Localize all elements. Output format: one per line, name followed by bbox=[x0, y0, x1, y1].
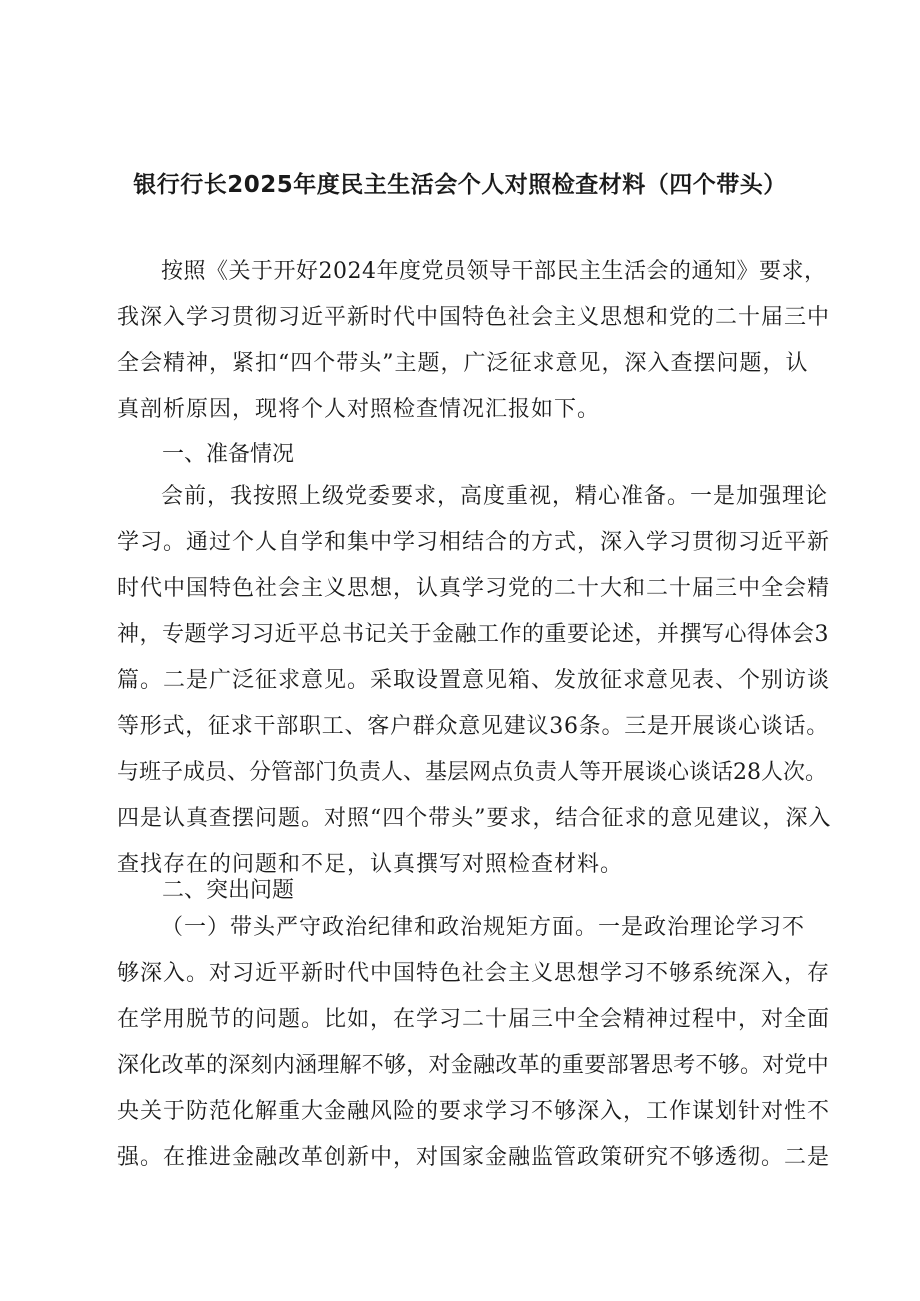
section-heading-problems: 二、突出问题 bbox=[162, 878, 295, 903]
section-heading-preparation: 一、准备情况 bbox=[162, 442, 295, 467]
section1-line: 神，专题学习习近平总书记关于金融工作的重要论述，并撰写心得体会3 bbox=[117, 622, 829, 647]
section1-line: 会前，我按照上级党委要求，高度重视，精心准备。一是加强理论 bbox=[161, 484, 829, 509]
section1-line: 与班子成员、分管部门负责人、基层网点负责人等开展谈心谈话28人次。 bbox=[117, 760, 827, 785]
section1-line: 篇。二是广泛征求意见。采取设置意见箱、发放征求意见表、个别访谈 bbox=[117, 668, 831, 693]
section1-line: 查找存在的问题和不足，认真撰写对照检查材料。 bbox=[117, 852, 624, 877]
section2-paragraph bbox=[117, 905, 833, 1181]
section1-line: 四是认真查摆问题。对照“四个带头”要求，结合征求的意见建议，深入 bbox=[117, 806, 832, 831]
intro-paragraph bbox=[117, 249, 833, 433]
section1-line: 时代中国特色社会主义思想，认真学习党的二十大和二十届三中全会精 bbox=[117, 576, 831, 601]
intro-line: 全会精神，紧扣“四个带头”主题，广泛征求意见，深入查摆问题，认 bbox=[117, 351, 809, 376]
intro-line: 真剖析原因，现将个人对照检查情况汇报如下。 bbox=[117, 397, 601, 422]
document-title: 银行行长2025年度民主生活会个人对照检查材料（四个带头） bbox=[133, 172, 787, 198]
section1-line: 等形式，征求干部职工、客户群众意见建议36条。三是开展谈心谈话。 bbox=[117, 714, 829, 739]
intro-line: 按照《关于开好2024年度党员领导干部民主生活会的通知》要求， bbox=[161, 259, 827, 284]
section1-line: 学习。通过个人自学和集中学习相结合的方式，深入学习贯彻习近平新 bbox=[117, 530, 831, 555]
section2-line: 深化改革的深刻内涵理解不够，对金融改革的重要部署思考不够。对党中 bbox=[117, 1053, 830, 1078]
section2-line: 央关于防范化解重大金融风险的要求学习不够深入，工作谋划针对性不 bbox=[117, 1099, 831, 1124]
section2-line: 够深入。对习近平新时代中国特色社会主义思想学习不够系统深入，存 bbox=[117, 961, 831, 986]
section2-line: 强。在推进金融改革创新中，对国家金融监管政策研究不够透彻。二是 bbox=[117, 1145, 831, 1170]
intro-line: 我深入学习贯彻习近平新时代中国特色社会主义思想和党的二十届三中 bbox=[117, 305, 831, 330]
section2-line: 在学用脱节的问题。比如，在学习二十届三中全会精神过程中，对全面 bbox=[117, 1007, 831, 1032]
section2-line: （一）带头严守政治纪律和政治规矩方面。一是政治理论学习不 bbox=[161, 915, 806, 940]
section1-paragraph bbox=[117, 474, 833, 888]
